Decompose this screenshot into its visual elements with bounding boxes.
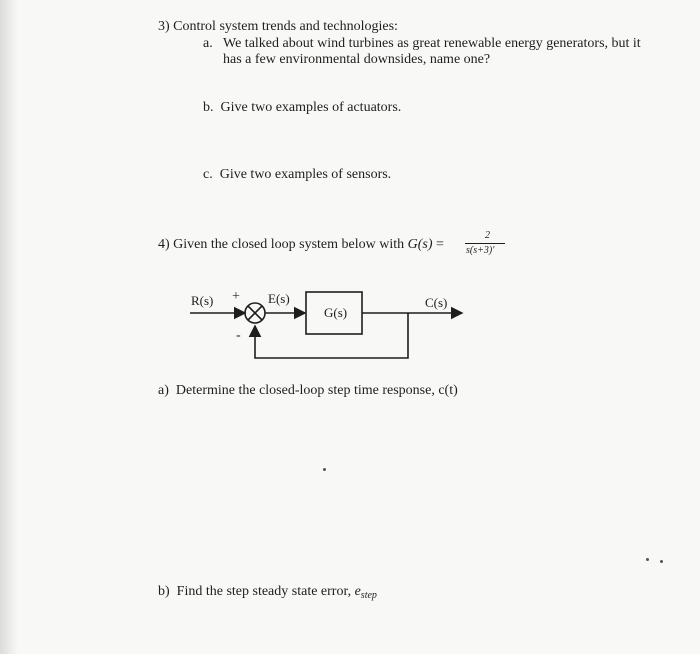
q3a-text-line2: has a few environmental downsides, name one? (223, 52, 491, 67)
block-diagram (180, 282, 480, 362)
speck (323, 468, 326, 471)
q3c: c. Give two examples of sensors. (203, 167, 392, 182)
plus-sign: + (232, 289, 240, 304)
q4-heading: 4) Given the closed loop system below with G(s) = (158, 237, 444, 252)
error-label: E(s) (268, 291, 290, 306)
q3b: b. Give two examples of actuators. (203, 100, 402, 115)
q4a: a) Determine the closed-loop step time response, c(t) (158, 383, 458, 398)
input-label: R(s) (191, 293, 214, 308)
speck (660, 560, 663, 563)
q3a-label: a. (203, 36, 213, 51)
fraction-bar (465, 243, 505, 244)
transfer-function-numerator: 2 (485, 230, 490, 241)
transfer-function-denominator: s(s+3)' (466, 245, 495, 256)
q4b: b) Find the step steady state error, $e_{step}$ (158, 584, 377, 601)
page-edge-shadow (0, 0, 18, 654)
speck (646, 558, 649, 561)
minus-sign: - (236, 328, 241, 343)
q3-heading: 3) Control system trends and technologies: (158, 19, 398, 34)
output-label: C(s) (425, 295, 448, 310)
plant-label: G(s) (324, 305, 348, 320)
q3a-text-line1: We talked about wind turbines as great renewable energy generators, but it (223, 36, 641, 51)
